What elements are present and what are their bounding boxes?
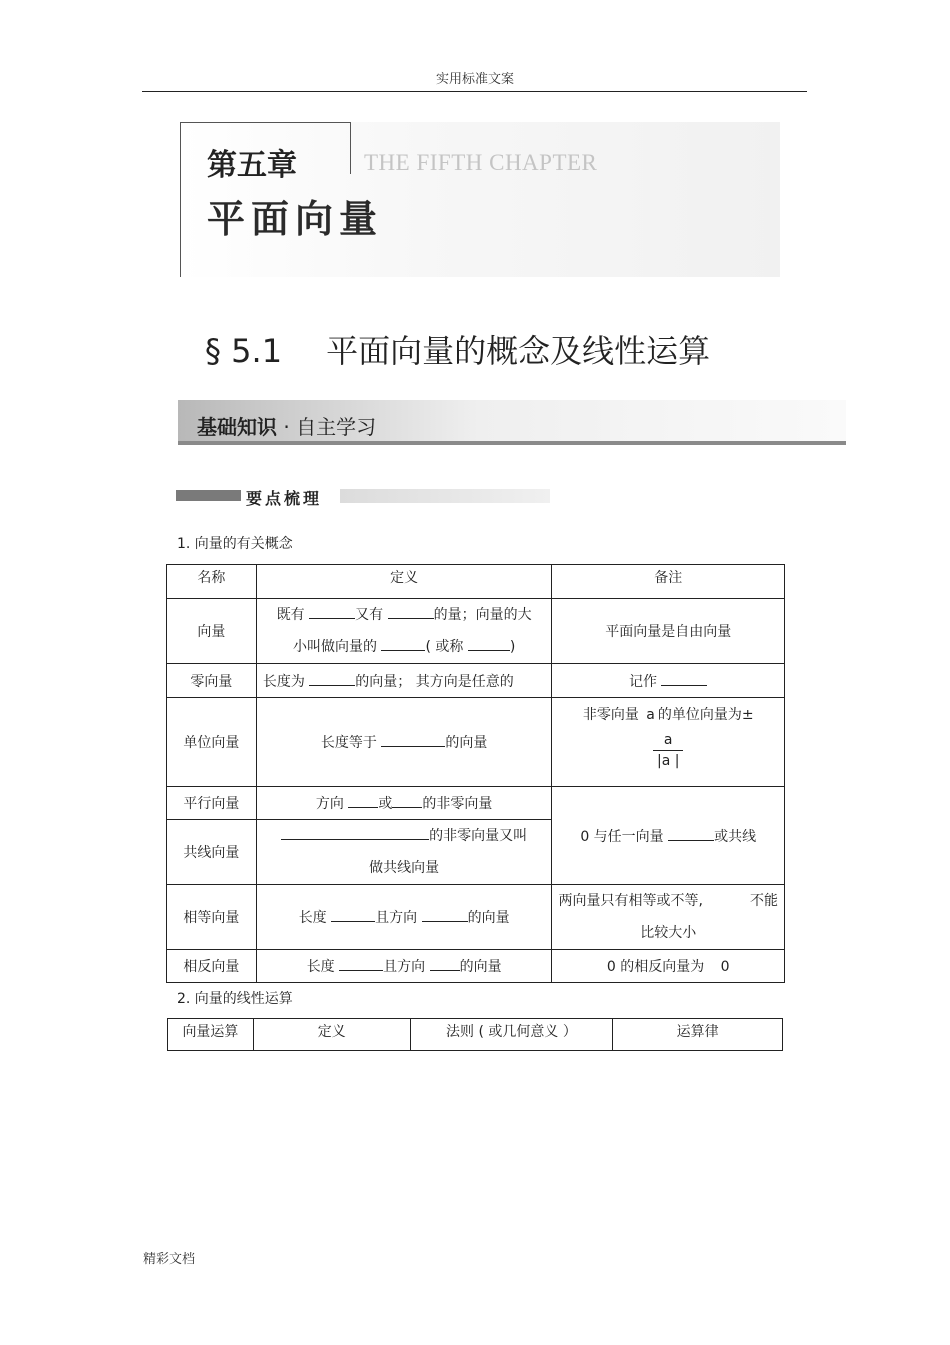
note-text: 记作 xyxy=(629,673,657,690)
row-name: 单位向量 xyxy=(167,698,257,787)
basics-title-main: 基础知识 xyxy=(197,415,277,439)
fill-blank xyxy=(388,606,434,619)
def-text: 长度等于 xyxy=(320,735,377,751)
header-note: 备注 xyxy=(552,565,785,599)
def-text: 的向量 xyxy=(467,910,510,926)
row-definition xyxy=(256,698,552,787)
row-name: 平行向量 xyxy=(167,787,257,820)
basics-separator: · xyxy=(283,415,290,439)
note-text: 非零向量 xyxy=(582,707,639,723)
note-text: 比较大小 xyxy=(640,925,697,941)
def-text: 既有 xyxy=(276,607,305,623)
keypoints-title: 要点梳理 xyxy=(246,489,323,508)
def-text: 的非零向量又叫 xyxy=(429,828,528,844)
row-name: 向量 xyxy=(167,599,257,664)
fill-blank xyxy=(309,606,355,619)
header-rule xyxy=(142,91,807,92)
table-row xyxy=(167,698,785,787)
fill-blank xyxy=(430,958,460,971)
table-row xyxy=(167,787,785,820)
keypoints-background xyxy=(340,489,550,503)
linear-operations-table xyxy=(167,1018,783,1051)
row-name: 共线向量 xyxy=(167,820,257,885)
fill-blank xyxy=(661,673,707,686)
def-text: 做共线向量 xyxy=(369,860,440,876)
fill-blank xyxy=(468,638,510,651)
def-text: ) xyxy=(509,639,516,655)
row-definition xyxy=(256,664,552,698)
note-text: 不能 xyxy=(750,893,778,909)
row-note xyxy=(552,885,785,950)
part2-heading: 2. 向量的线性运算 xyxy=(177,991,293,1007)
fill-blank xyxy=(422,909,468,922)
table-row xyxy=(167,950,785,983)
basics-title xyxy=(197,411,376,440)
row-definition xyxy=(256,787,552,820)
fill-blank xyxy=(381,638,425,651)
note-text: 两向量只有相等或不等, xyxy=(558,893,703,909)
concepts-table xyxy=(166,564,785,983)
row-definition xyxy=(256,820,552,885)
fill-blank xyxy=(309,673,355,686)
page-footer: 精彩文档 xyxy=(143,1252,196,1267)
def-text: 的向量 xyxy=(445,735,488,751)
note-text: 或共线 xyxy=(714,828,757,845)
fill-blank xyxy=(331,909,375,922)
chapter-number: 第五章 xyxy=(207,148,297,183)
header-law: 运算律 xyxy=(613,1019,783,1051)
banner-frame-top xyxy=(180,122,350,123)
def-text: 且方向 xyxy=(375,910,418,926)
def-text: 方向 xyxy=(315,796,344,812)
table-row xyxy=(167,885,785,950)
fill-blank xyxy=(392,795,422,808)
keypoints-bar xyxy=(176,490,241,501)
basics-bar-underline xyxy=(178,441,846,445)
note-text: 0 xyxy=(720,959,730,975)
row-definition xyxy=(256,950,552,983)
part1-heading: 1. 向量的有关概念 xyxy=(177,536,293,552)
row-note xyxy=(552,698,785,787)
header-definition: 定义 xyxy=(256,565,552,599)
fraction-numerator: a xyxy=(653,730,683,751)
def-text: 长度 xyxy=(306,959,335,975)
fraction-denominator: |a | xyxy=(656,753,680,769)
def-text: 小叫做向量的 xyxy=(292,639,377,655)
fill-blank xyxy=(668,828,714,841)
def-text: 长度 xyxy=(298,910,327,926)
chapter-english-title: THE FIFTH CHAPTER xyxy=(364,150,598,175)
def-text: 其方向是任意的 xyxy=(415,673,514,690)
row-note xyxy=(552,664,785,698)
row-name: 相反向量 xyxy=(167,950,257,983)
def-text: 的量；向量的大 xyxy=(433,607,532,623)
table-header-row xyxy=(167,565,785,599)
row-note-merged xyxy=(552,787,785,885)
row-note: 平面向量是自由向量 xyxy=(552,599,785,664)
fill-blank xyxy=(339,958,383,971)
note-text: 的单位向量为± xyxy=(657,707,754,723)
section-name: 平面向量的概念及线性运算 xyxy=(326,332,711,370)
note-vector-a: a xyxy=(646,707,655,723)
section-title xyxy=(205,326,710,372)
def-text: 或 xyxy=(378,796,393,812)
def-text: 且方向 xyxy=(383,959,426,975)
running-header: 实用标准文案 xyxy=(435,72,514,87)
header-rule: 法则 ( 或几何意义 ） xyxy=(410,1019,613,1051)
row-definition xyxy=(256,599,552,664)
banner-frame-right xyxy=(350,122,351,174)
header-name: 名称 xyxy=(167,565,257,599)
row-name: 相等向量 xyxy=(167,885,257,950)
chapter-title: 平面向量 xyxy=(207,197,384,241)
row-note xyxy=(552,950,785,983)
header-definition: 定义 xyxy=(253,1019,410,1051)
table-header-row xyxy=(168,1019,783,1051)
fill-blank xyxy=(381,734,445,747)
fill-blank xyxy=(281,827,429,840)
row-definition xyxy=(256,885,552,950)
fill-blank xyxy=(348,795,378,808)
section-number: § 5.1 xyxy=(205,332,283,370)
table-row xyxy=(167,599,785,664)
table-row xyxy=(167,664,785,698)
row-name: 零向量 xyxy=(167,664,257,698)
def-text: 又有 xyxy=(355,607,384,623)
def-text: 的向量 xyxy=(459,959,502,975)
def-text: 长度为 xyxy=(262,673,305,690)
def-text: 的非零向量 xyxy=(422,796,493,812)
note-text: 0 的相反向量为 xyxy=(606,959,705,975)
def-text: ( 或称 xyxy=(425,639,464,655)
header-operation: 向量运算 xyxy=(168,1019,254,1051)
basics-subtitle: 自主学习 xyxy=(296,415,377,439)
banner-frame-left xyxy=(180,122,181,277)
unit-vector-fraction xyxy=(653,730,683,771)
def-text: 的向量； xyxy=(355,673,412,690)
note-text: 0 与任一向量 xyxy=(580,828,664,845)
